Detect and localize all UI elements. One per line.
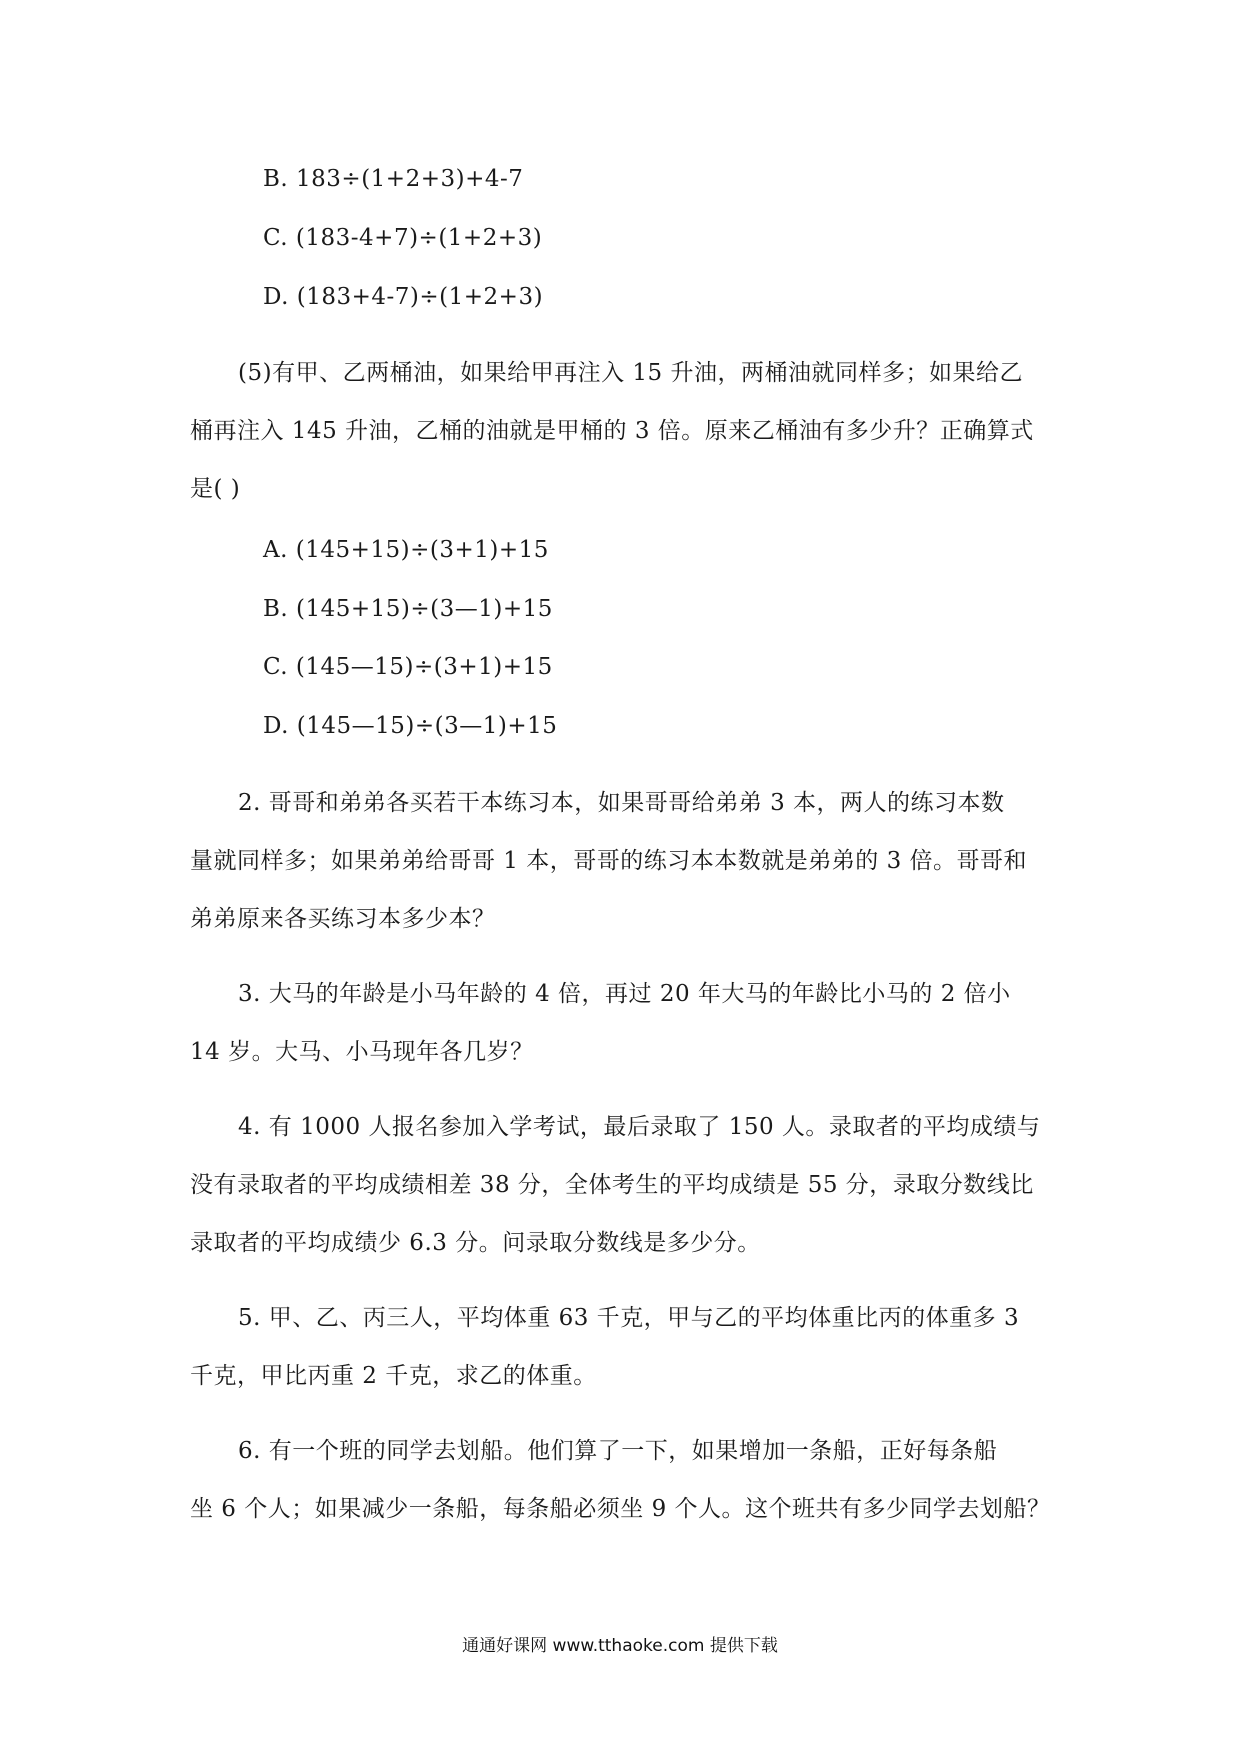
problem-2-line-2: 量就同样多；如果弟弟给哥哥 1 本，哥哥的练习本本数就是弟弟的 3 倍。哥哥和 xyxy=(190,848,1028,874)
q5-option-c: C. (145—15)÷(3+1)+15 xyxy=(263,654,553,680)
q5-option-b: B. (145+15)÷(3—1)+15 xyxy=(263,596,553,622)
problem-4-line-2: 没有录取者的平均成绩相差 38 分，全体考生的平均成绩是 55 分，录取分数线比 xyxy=(190,1172,1034,1198)
q4-option-d: D. (183+4-7)÷(1+2+3) xyxy=(263,284,544,310)
problem-2-line-3: 弟弟原来各买练习本多少本？ xyxy=(190,906,496,932)
problem-6-line-2: 坐 6 个人；如果减少一条船，每条船必须坐 9 个人。这个班共有多少同学去划船？ xyxy=(190,1496,1051,1522)
q5-line-3: 是( ) xyxy=(190,476,241,502)
problem-6-line-1: 6. 有一个班的同学去划船。他们算了一下，如果增加一条船，正好每条船 xyxy=(238,1438,998,1464)
problem-3-line-1: 3. 大马的年龄是小马年龄的 4 倍，再过 20 年大马的年龄比小马的 2 倍小 xyxy=(238,981,1011,1007)
q4-option-c: C. (183-4+7)÷(1+2+3) xyxy=(263,225,543,251)
problem-5-line-1: 5. 甲、乙、丙三人，平均体重 63 千克，甲与乙的平均体重比丙的体重多 3 xyxy=(238,1305,1020,1331)
q5-line-2: 桶再注入 145 升油，乙桶的油就是甲桶的 3 倍。原来乙桶油有多少升？正确算式 xyxy=(190,418,1034,444)
problem-5-line-2: 千克，甲比丙重 2 千克，求乙的体重。 xyxy=(190,1363,597,1389)
page-footer: 通通好课网 www.tthaoke.com 提供下载 xyxy=(462,1636,778,1656)
q4-option-b: B. 183÷(1+2+3)+4-7 xyxy=(263,166,524,192)
q5-option-d: D. (145—15)÷(3—1)+15 xyxy=(263,713,558,739)
q5-option-a: A. (145+15)÷(3+1)+15 xyxy=(263,537,549,563)
q5-line-1: (5)有甲、乙两桶油，如果给甲再注入 15 升油，两桶油就同样多；如果给乙 xyxy=(238,360,1023,386)
problem-2-line-1: 2. 哥哥和弟弟各买若干本练习本，如果哥哥给弟弟 3 本，两人的练习本数 xyxy=(238,790,1005,816)
problem-3-line-2: 14 岁。大马、小马现年各几岁？ xyxy=(190,1039,534,1065)
problem-4-line-1: 4. 有 1000 人报名参加入学考试，最后录取了 150 人。录取者的平均成绩与 xyxy=(238,1114,1041,1140)
problem-4-line-3: 录取者的平均成绩少 6.3 分。问录取分数线是多少分。 xyxy=(190,1230,761,1256)
